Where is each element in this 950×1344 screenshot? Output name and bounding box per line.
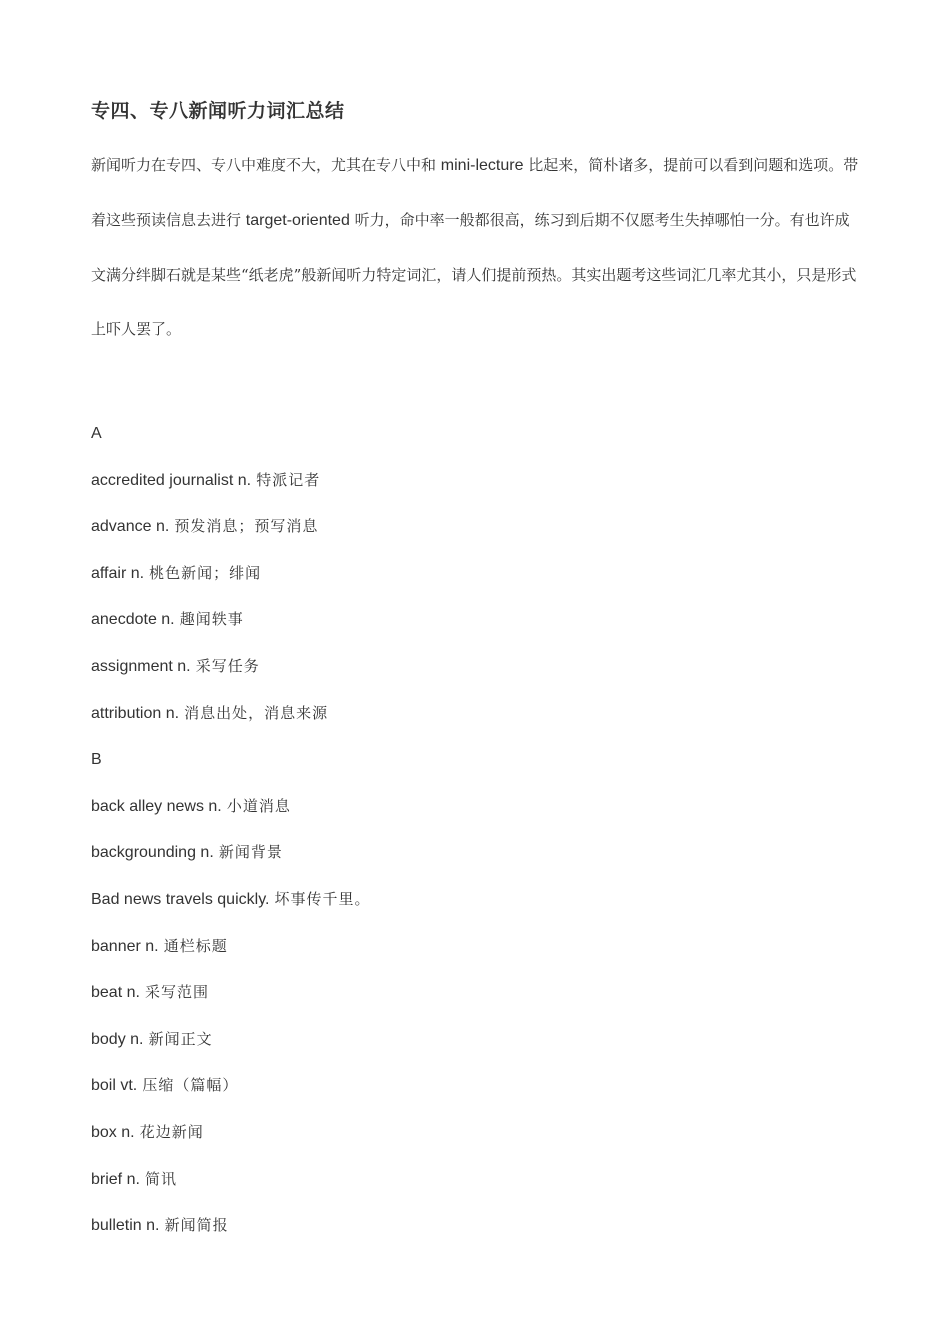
intro-text-1: 新闻听力在专四、专八中难度不大，尤其在专八中和 [91, 156, 441, 174]
intro-term-2: target-oriented [245, 212, 350, 229]
vocabulary-entry [91, 693, 861, 740]
intro-paragraph [91, 138, 861, 356]
entry-meaning: 消息出处，消息来源 [184, 703, 329, 722]
section-letter-text: B [91, 751, 102, 769]
vocabulary-entry [91, 1019, 861, 1066]
entry-meaning: 采写任务 [195, 656, 260, 675]
vocabulary-entry [91, 972, 861, 1019]
entry-meaning: 坏事传千里。 [274, 889, 371, 908]
vocabulary-entry [91, 832, 861, 879]
entry-term: beat n. [91, 984, 140, 1002]
section-letter [91, 739, 861, 786]
entry-term: advance n. [91, 518, 170, 536]
vocabulary-entry [91, 1065, 861, 1112]
page-title: 专四、专八新闻听力词汇总结 [91, 100, 345, 122]
entry-term: box n. [91, 1123, 135, 1141]
entry-meaning: 趣闻轶事 [179, 610, 244, 629]
entry-meaning: 小道消息 [226, 796, 291, 815]
entry-meaning: 新闻背景 [218, 843, 283, 862]
entry-meaning: 新闻简报 [164, 1216, 229, 1235]
entry-term: banner n. [91, 937, 159, 955]
vocabulary-entry [91, 553, 861, 600]
entry-meaning: 通栏标题 [163, 936, 228, 955]
entry-term: backgrounding n. [91, 844, 214, 862]
entry-term: Bad news travels quickly. [91, 890, 270, 908]
entry-term: accredited journalist n. [91, 471, 252, 489]
entry-term: brief n. [91, 1170, 140, 1188]
entry-meaning: 花边新闻 [139, 1122, 204, 1141]
vocabulary-entry [91, 1205, 861, 1252]
vocabulary-entry [91, 926, 861, 973]
entry-meaning: 特派记者 [256, 470, 321, 489]
vocabulary-entry [91, 646, 861, 693]
vocabulary-entry [91, 1112, 861, 1159]
entry-meaning: 桃色新闻；绯闻 [149, 563, 262, 582]
entry-term: boil vt. [91, 1077, 138, 1095]
section-letter-text: A [91, 425, 102, 442]
intro-text-2: 比起来，简朴诸多，提前可以看到问题和选项。带着这些预读信息去进行 [91, 156, 859, 229]
entry-term: affair n. [91, 564, 145, 582]
vocabulary-entry [91, 506, 861, 553]
intro-text-3: 听力，命中率一般都很高，练习到后期不仅愿考生失掉哪怕一分。有也许成文满分绊脚石就是某些“纸老虎”般新闻听力特定词汇，请人们提前预热。其实出题考这些词汇几率尤其小，只是形式上吓人罢了。 [91, 211, 857, 338]
entry-term: body n. [91, 1030, 144, 1048]
entry-term: back alley news n. [91, 797, 222, 815]
entry-term: anecdote n. [91, 611, 175, 629]
vocabulary-entry [91, 879, 861, 926]
entry-term: bulletin n. [91, 1217, 160, 1235]
entry-meaning: 简讯 [145, 1169, 178, 1188]
vocabulary-entry [91, 786, 861, 833]
vocabulary-entry [91, 460, 861, 507]
entry-meaning: 新闻正文 [148, 1029, 213, 1048]
vocabulary-entry [91, 1159, 861, 1206]
entry-meaning: 采写范围 [145, 983, 210, 1002]
section-letter [91, 413, 861, 460]
vocabulary-entry [91, 599, 861, 646]
entry-meaning: 预发消息；预写消息 [174, 517, 319, 536]
intro-term-1: mini-lecture [440, 157, 524, 174]
vocabulary-list [91, 413, 861, 1252]
entry-meaning: 压缩（篇幅） [142, 1076, 239, 1095]
entry-term: assignment n. [91, 657, 191, 675]
entry-term: attribution n. [91, 704, 180, 722]
